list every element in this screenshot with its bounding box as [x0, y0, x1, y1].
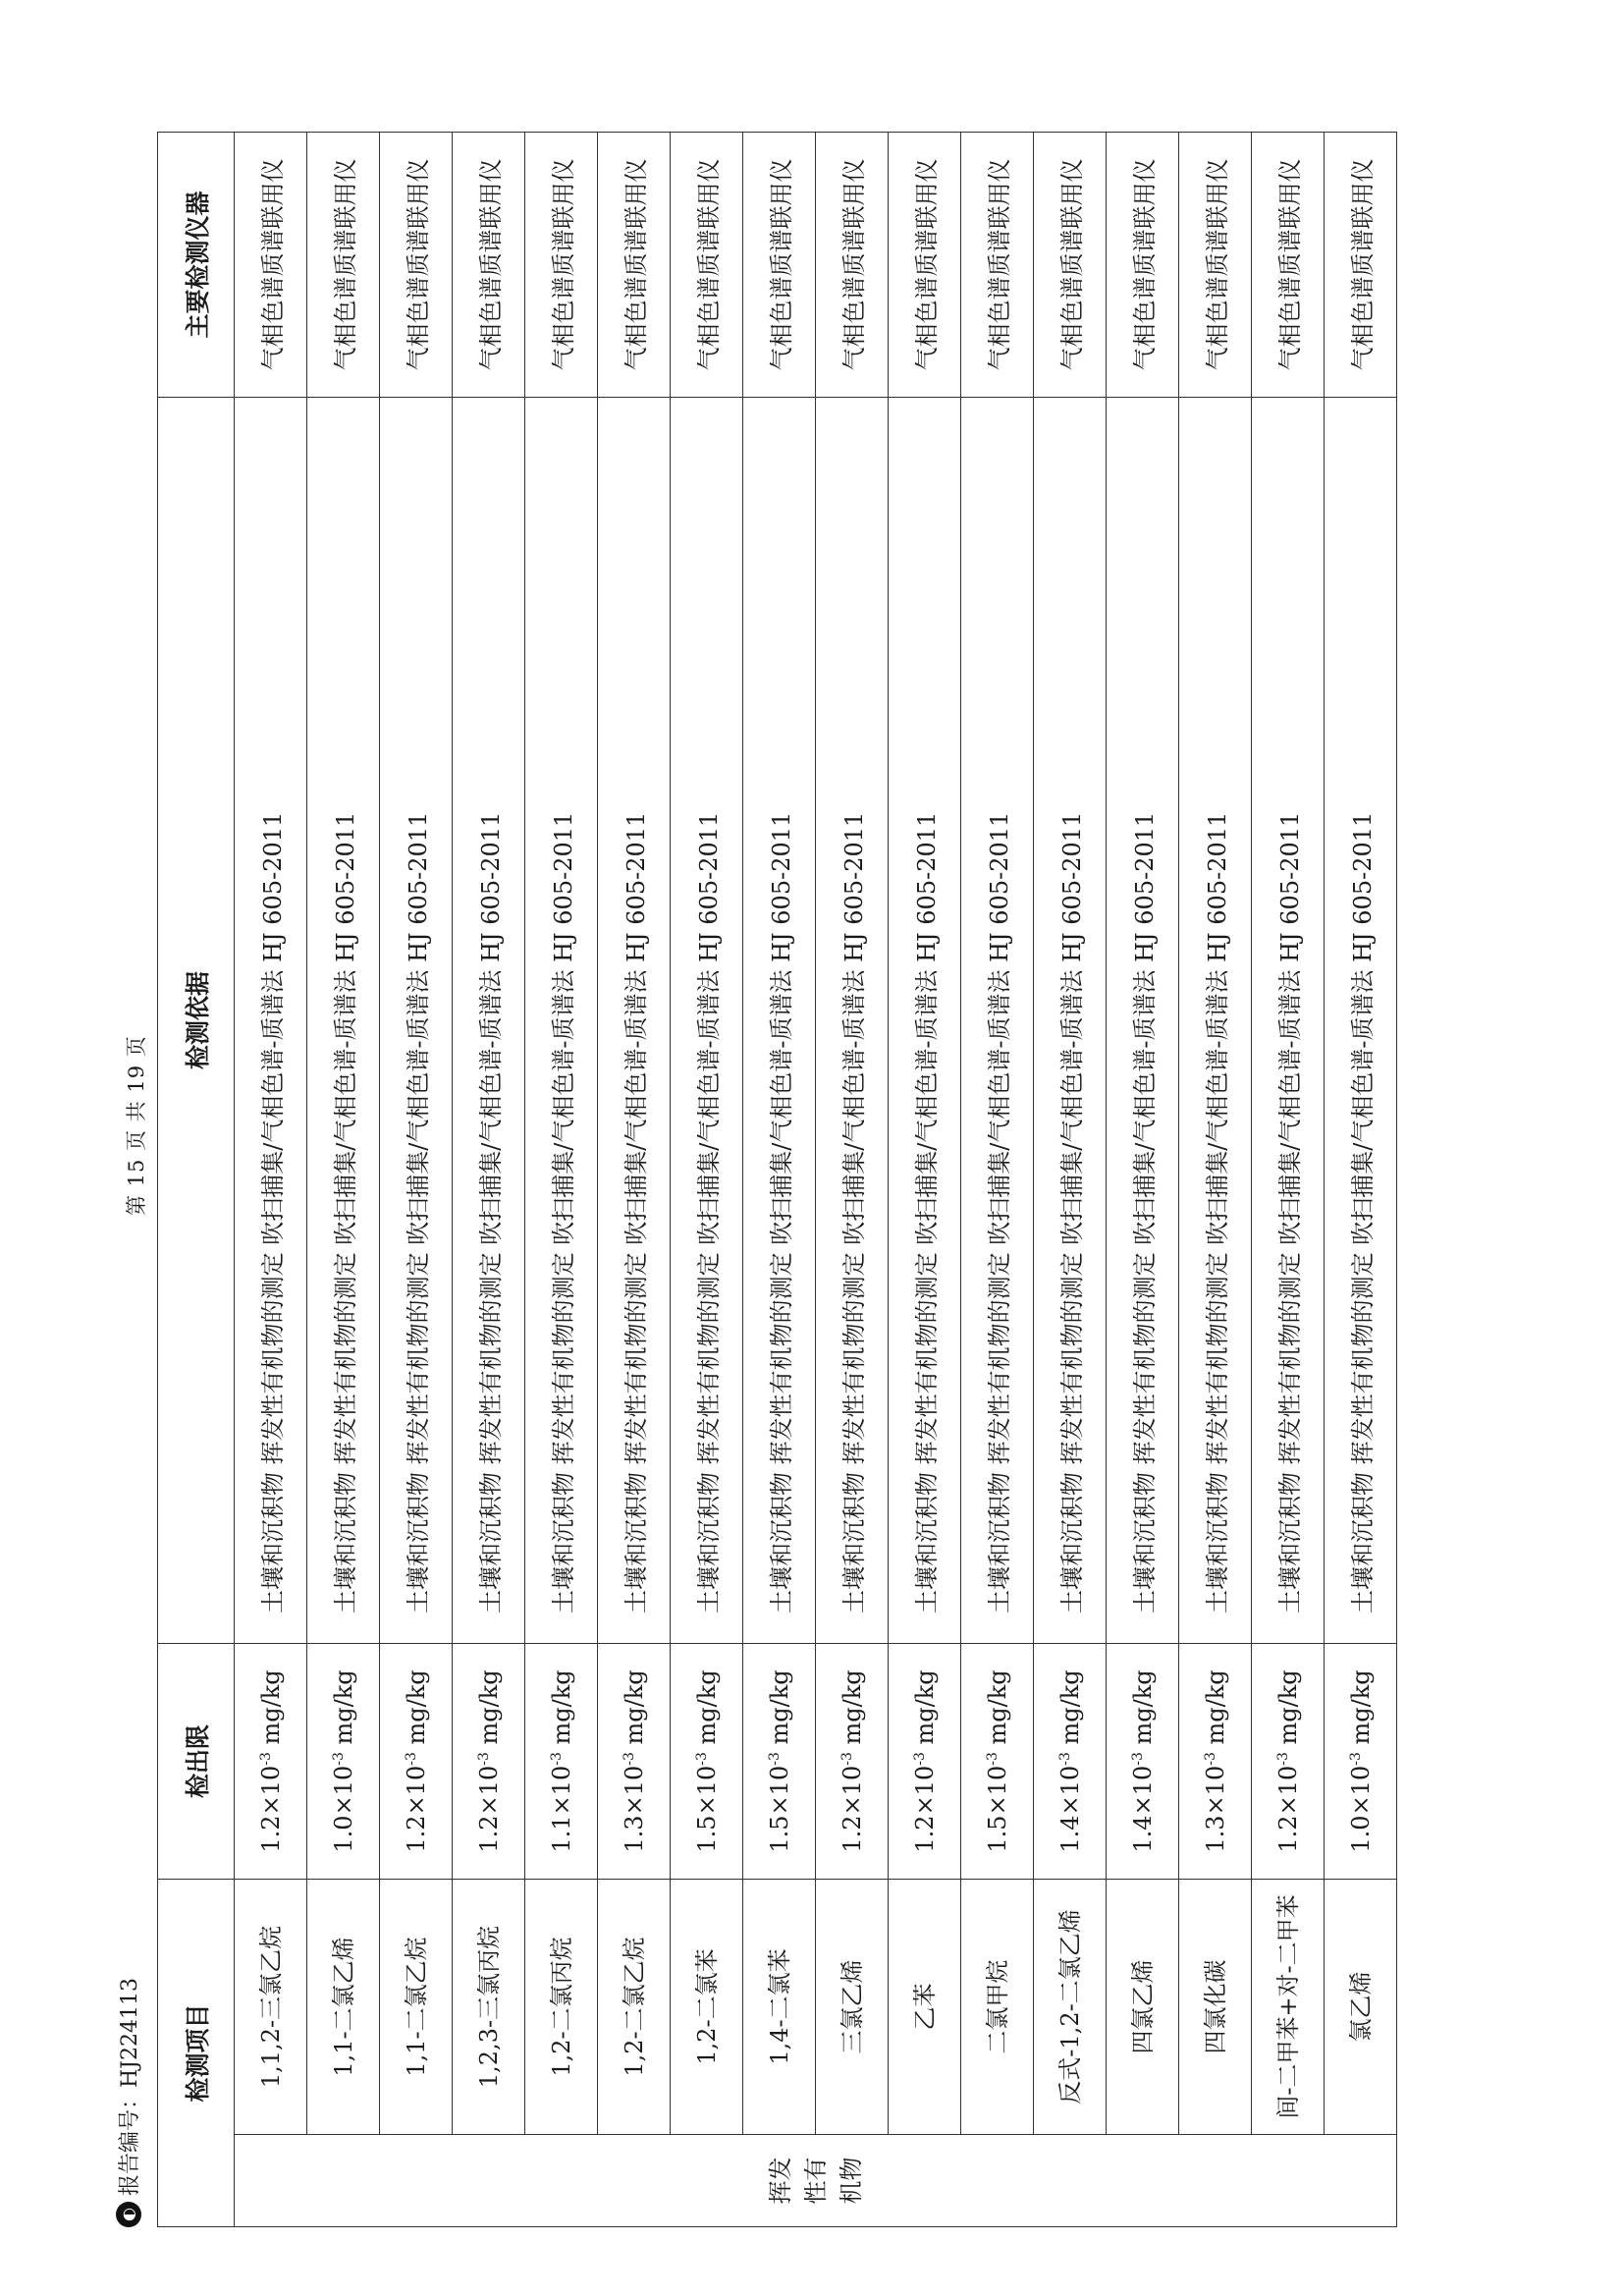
basis-cell: 土壤和沉积物 挥发性有机物的测定 吹扫捕集/气相色谱-质谱法 HJ 605-2011 — [961, 397, 1034, 1643]
basis-cell: 土壤和沉积物 挥发性有机物的测定 吹扫捕集/气相色谱-质谱法 HJ 605-2011 — [525, 397, 598, 1643]
item-cell: 反式-1,2-二氯乙烯 — [1034, 1879, 1107, 2134]
report-number-text: 报告编号：HJ224113 — [118, 1978, 142, 2196]
basis-cell: 土壤和沉积物 挥发性有机物的测定 吹扫捕集/气相色谱-质谱法 HJ 605-2011 — [1179, 397, 1252, 1643]
instrument-cell: 气相色谱质谱联用仪 — [1252, 132, 1325, 397]
basis-cell: 土壤和沉积物 挥发性有机物的测定 吹扫捕集/气相色谱-质谱法 HJ 605-2011 — [598, 397, 671, 1643]
item-cell: 1,1-二氯乙烯 — [307, 1879, 380, 2134]
instrument-cell: 气相色谱质谱联用仪 — [1107, 132, 1179, 397]
item-cell: 1,1-二氯乙烷 — [380, 1879, 453, 2134]
limit-cell: $1.2\times 10^{-3}$ mg/kg — [889, 1643, 961, 1879]
header-item: 检测项目 — [158, 1879, 235, 2226]
table-row — [235, 132, 307, 2226]
basis-cell: 土壤和沉积物 挥发性有机物的测定 吹扫捕集/气相色谱-质谱法 HJ 605-2011 — [1034, 397, 1107, 1643]
limit-cell: $1.2\times 10^{-3}$ mg/kg — [235, 1643, 307, 1879]
basis-cell: 土壤和沉积物 挥发性有机物的测定 吹扫捕集/气相色谱-质谱法 HJ 605-2011 — [380, 397, 453, 1643]
table-row — [1252, 132, 1325, 2226]
instrument-cell: 气相色谱质谱联用仪 — [307, 132, 380, 397]
company-logo-icon: ◐ — [116, 2202, 141, 2227]
header-basis: 检测依据 — [158, 397, 235, 1643]
limit-cell: $1.2\times 10^{-3}$ mg/kg — [380, 1643, 453, 1879]
header-limit: 检出限 — [158, 1643, 235, 1879]
header-instrument: 主要检测仪器 — [158, 132, 235, 397]
page-number: 第 15 页 共 19 页 — [125, 1035, 148, 1216]
item-cell: 1,2-二氯丙烷 — [525, 1879, 598, 2134]
category-cell: 挥发性有机物 — [235, 2135, 1397, 2227]
item-cell: 间-二甲苯+对-二甲苯 — [1252, 1879, 1325, 2134]
limit-cell: $1.2\times 10^{-3}$ mg/kg — [453, 1643, 525, 1879]
report-number — [113, 1978, 143, 2227]
basis-cell: 土壤和沉积物 挥发性有机物的测定 吹扫捕集/气相色谱-质谱法 HJ 605-2011 — [1252, 397, 1325, 1643]
table-row — [380, 132, 453, 2226]
instrument-cell: 气相色谱质谱联用仪 — [380, 132, 453, 397]
limit-cell: $1.5\times 10^{-3}$ mg/kg — [961, 1643, 1034, 1879]
basis-cell: 土壤和沉积物 挥发性有机物的测定 吹扫捕集/气相色谱-质谱法 HJ 605-2011 — [743, 397, 816, 1643]
instrument-cell: 气相色谱质谱联用仪 — [961, 132, 1034, 397]
table-header-row — [158, 132, 235, 2226]
instrument-cell: 气相色谱质谱联用仪 — [453, 132, 525, 397]
limit-cell: $1.4\times 10^{-3}$ mg/kg — [1034, 1643, 1107, 1879]
item-cell: 二氯甲烷 — [961, 1879, 1034, 2134]
basis-cell: 土壤和沉积物 挥发性有机物的测定 吹扫捕集/气相色谱-质谱法 HJ 605-2011 — [816, 397, 889, 1643]
basis-cell: 土壤和沉积物 挥发性有机物的测定 吹扫捕集/气相色谱-质谱法 HJ 605-2011 — [1107, 397, 1179, 1643]
table-row — [598, 132, 671, 2226]
item-cell: 四氯化碳 — [1179, 1879, 1252, 2134]
item-cell: 1,4-二氯苯 — [743, 1879, 816, 2134]
item-cell: 1,2-二氯苯 — [671, 1879, 743, 2134]
basis-cell: 土壤和沉积物 挥发性有机物的测定 吹扫捕集/气相色谱-质谱法 HJ 605-2011 — [671, 397, 743, 1643]
basis-cell: 土壤和沉积物 挥发性有机物的测定 吹扫捕集/气相色谱-质谱法 HJ 605-2011 — [1325, 397, 1397, 1643]
table-row — [889, 132, 961, 2226]
limit-cell: $1.5\times 10^{-3}$ mg/kg — [743, 1643, 816, 1879]
table-row — [743, 132, 816, 2226]
instrument-cell: 气相色谱质谱联用仪 — [743, 132, 816, 397]
table-row — [453, 132, 525, 2226]
limit-cell: $1.0\times 10^{-3}$ mg/kg — [1325, 1643, 1397, 1879]
instrument-cell: 气相色谱质谱联用仪 — [889, 132, 961, 397]
basis-cell: 土壤和沉积物 挥发性有机物的测定 吹扫捕集/气相色谱-质谱法 HJ 605-2011 — [235, 397, 307, 1643]
item-cell: 1,2-二氯乙烷 — [598, 1879, 671, 2134]
instrument-cell: 气相色谱质谱联用仪 — [1179, 132, 1252, 397]
item-cell: 1,1,2-三氯乙烷 — [235, 1879, 307, 2134]
limit-cell: $1.5\times 10^{-3}$ mg/kg — [671, 1643, 743, 1879]
table-row — [671, 132, 743, 2226]
limit-cell: $1.1\times 10^{-3}$ mg/kg — [525, 1643, 598, 1879]
instrument-cell: 气相色谱质谱联用仪 — [1034, 132, 1107, 397]
limit-cell: $1.3\times 10^{-3}$ mg/kg — [598, 1643, 671, 1879]
basis-cell: 土壤和沉积物 挥发性有机物的测定 吹扫捕集/气相色谱-质谱法 HJ 605-2011 — [307, 397, 380, 1643]
limit-cell: $1.2\times 10^{-3}$ mg/kg — [1252, 1643, 1325, 1879]
limit-cell: $1.3\times 10^{-3}$ mg/kg — [1179, 1643, 1252, 1879]
table-row — [307, 132, 380, 2226]
instrument-cell: 气相色谱质谱联用仪 — [525, 132, 598, 397]
table-row — [1034, 132, 1107, 2226]
table-row — [1179, 132, 1252, 2226]
item-cell: 氯乙烯 — [1325, 1879, 1397, 2134]
instrument-cell: 气相色谱质谱联用仪 — [598, 132, 671, 397]
item-cell: 乙苯 — [889, 1879, 961, 2134]
item-cell: 1,2,3-三氯丙烷 — [453, 1879, 525, 2134]
instrument-cell: 气相色谱质谱联用仪 — [235, 132, 307, 397]
item-cell: 四氯乙烯 — [1107, 1879, 1179, 2134]
basis-cell: 土壤和沉积物 挥发性有机物的测定 吹扫捕集/气相色谱-质谱法 HJ 605-2011 — [453, 397, 525, 1643]
table-row — [1107, 132, 1179, 2226]
instrument-cell: 气相色谱质谱联用仪 — [1325, 132, 1397, 397]
table-row — [1325, 132, 1397, 2226]
basis-cell: 土壤和沉积物 挥发性有机物的测定 吹扫捕集/气相色谱-质谱法 HJ 605-2011 — [889, 397, 961, 1643]
limit-cell: $1.2\times 10^{-3}$ mg/kg — [816, 1643, 889, 1879]
limit-cell: $1.4\times 10^{-3}$ mg/kg — [1107, 1643, 1179, 1879]
table-row — [816, 132, 889, 2226]
table-row — [525, 132, 598, 2226]
item-cell: 三氯乙烯 — [816, 1879, 889, 2134]
limit-cell: $1.0\times 10^{-3}$ mg/kg — [307, 1643, 380, 1879]
detection-table — [157, 133, 1397, 2227]
instrument-cell: 气相色谱质谱联用仪 — [671, 132, 743, 397]
table-row — [961, 132, 1034, 2226]
instrument-cell: 气相色谱质谱联用仪 — [816, 132, 889, 397]
